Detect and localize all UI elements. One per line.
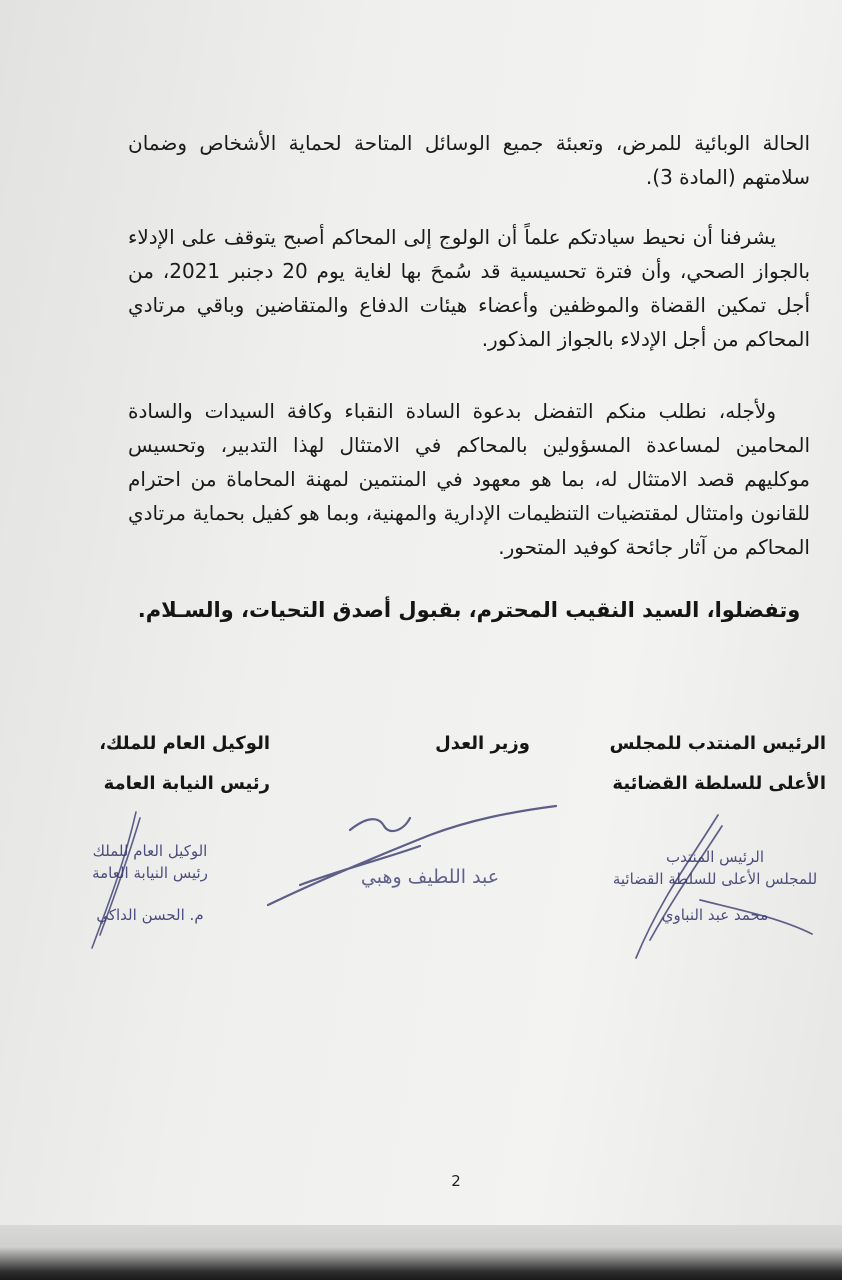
stamp-public-prosecutor: [60, 840, 240, 926]
stamp-line: الوكيل العام للملك: [92, 842, 208, 860]
stamp-line: للمجلس الأعلى للسلطة القضائية: [612, 870, 818, 888]
page-number: 2: [451, 1172, 461, 1190]
signatory-title-council-president: [560, 724, 826, 804]
signatory-title-line: الأعلى للسلطة القضائية: [612, 773, 826, 794]
stamp-name: عبد اللطيف وهبي: [360, 866, 500, 888]
closing-salutation: وتفضلوا، السيد النقيب المحترم، بقبول أصدق التحيات، والسـلام.: [137, 598, 801, 622]
signatory-title-line: رئيس النيابة العامة: [103, 773, 270, 794]
signatory-title-line: الرئيس المنتدب للمجلس: [609, 733, 826, 754]
stamp-council-president: [600, 846, 830, 926]
paragraph-request: ولأجله، نطلب منكم التفضل بدعوة السادة النقباء وكافة السيدات والسادة المحامين لمساعدة المسؤولين بالمحاكم في الامتثال لهذا التدبير، وتحسيس موكليهم قصد الامتثال له، بما هو معهود في المنتمين لمهنة المحاماة من احترام للقانون وامتثال لمقتضيات التنظيمات الإدارية والمهنية، وبما هو كفيل بحماية مرتادي المحاكم من آثار جائحة كوفيد المتحور.: [128, 399, 810, 559]
signatory-title-line: وزير العدل: [435, 733, 530, 754]
page-bottom-shadow: [0, 1225, 842, 1280]
signatory-title-public-prosecutor: [60, 724, 270, 804]
stamp-name: محمد عبد النباوي: [661, 906, 769, 924]
stamp-line: رئيس النيابة العامة: [92, 864, 208, 882]
signature-stroke-middle: [268, 806, 556, 905]
signatory-title-justice-minister: [360, 724, 530, 764]
paragraph-continuation: الحالة الوبائية للمرض، وتعبئة جميع الوسائل المتاحة لحماية الأشخاص وضمان سلامتهم (المادة 3).: [128, 131, 810, 189]
stamp-line: الرئيس المنتدب: [665, 848, 765, 866]
stamp-justice-minister: [300, 866, 560, 888]
signatory-title-line: الوكيل العام للملك،: [99, 733, 270, 754]
paragraph-health-pass: يشرفنا أن نحيط سيادتكم علماً أن الولوج إلى المحاكم أصبح يتوقف على الإدلاء بالجواز الصحي، وأن فترة تحسيسية قد سُمحَ بها لغاية يوم 20 دجنبر 2021، من أجل تمكين القضاة والموظفين وأعضاء هيئات الدفاع والمتقاضين وباقي مرتادي المحاكم من أجل الإدلاء بالجواز المذكور.: [128, 225, 811, 351]
stamp-name: م. الحسن الداكي: [96, 906, 204, 924]
